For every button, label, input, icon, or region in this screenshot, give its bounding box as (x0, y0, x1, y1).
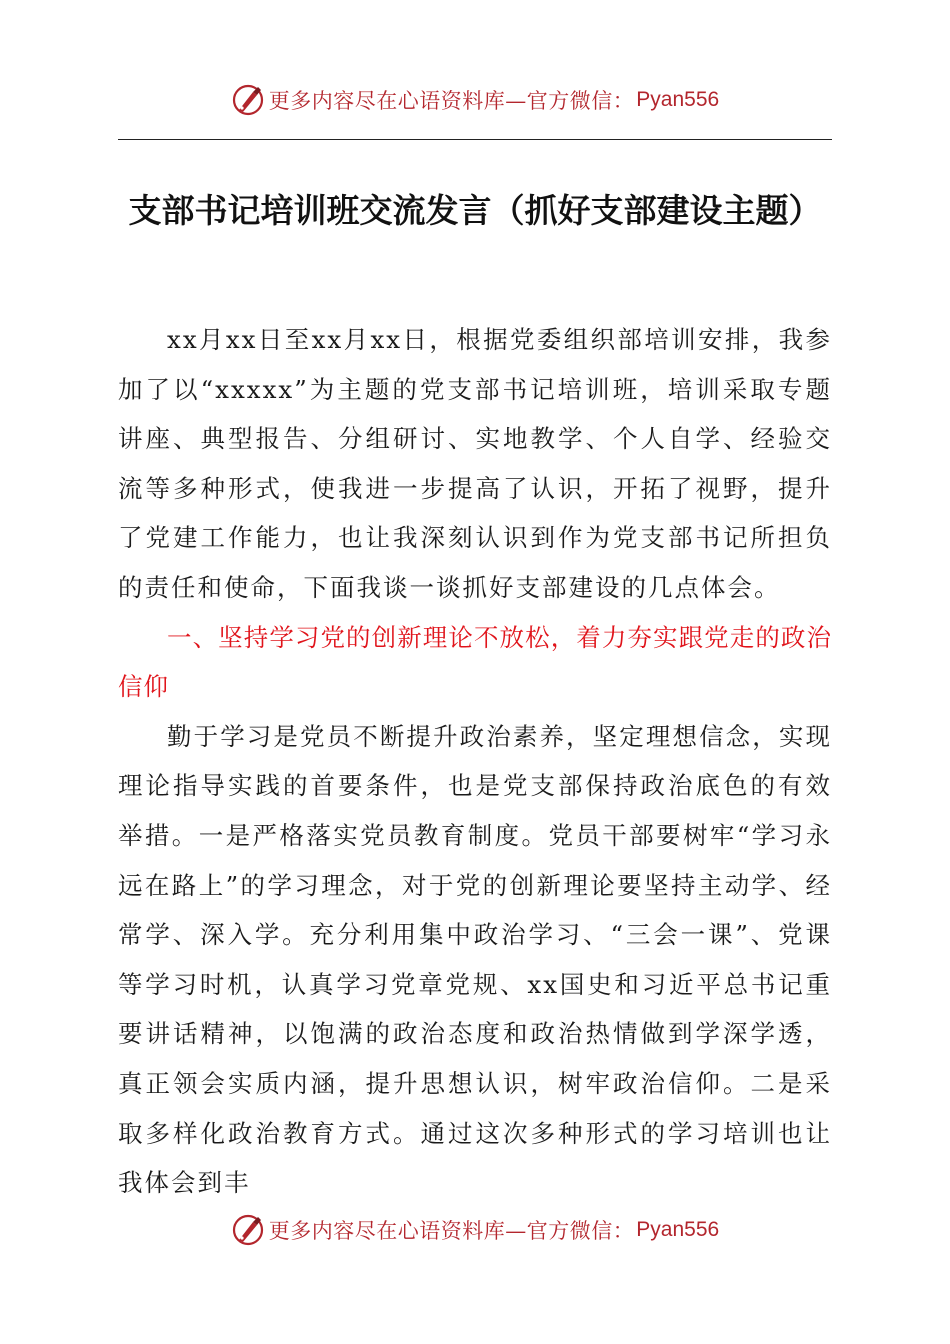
wechat-id: Pyan556 (636, 1218, 720, 1241)
header-banner (0, 78, 950, 122)
intro-paragraph: xx月xx日至xx月xx日，根据党委组织部培训安排，我参加了以“xxxxx”为主题的党支部书记培训班，培训采取专题讲座、典型报告、分组研讨、实地教学、个人自学、经验交流等多种形式，使我进一步提高了认识，开拓了视野，提升了党建工作能力，也让我深刻认识到作为党支部书记所担负的责任和使命，下面我谈一谈抓好支部建设的几点体会。 (118, 325, 832, 602)
document-title: 支部书记培训班交流发言（抓好支部建设主题） (128, 191, 822, 230)
section-paragraph-1: 勤于学习是党员不断提升政治素养，坚定理想信念，实现理论指导实践的首要条件，也是党支部保持政治底色的有效举措。一是严格落实党员教育制度。党员干部要树牢“学习永远在路上”的学习理念，对于党的创新理论要坚持主动学、经常学、深入学。充分利用集中政治学习、“三会一课”、党课等学习时机，认真学习党章党规、xx国史和习近平总书记重要讲话精神，以饱满的政治态度和政治热情做到学深学透，真正领会实质内涵，提升思想认识，树牢政治信仰。二是采取多样化政治教育方式。通过这次多种形式的学习培训也让我体会到丰 (118, 721, 832, 1198)
document-body (118, 315, 832, 1208)
wechat-id: Pyan556 (636, 88, 720, 111)
banner-text: 更多内容尽在心语资料库—官方微信： (268, 1219, 635, 1243)
pen-nib-seal-icon (231, 1213, 265, 1247)
section-heading-1: 一、坚持学习党的创新理论不放松，着力夯实跟党走的政治信仰 (118, 622, 832, 702)
banner-text: 更多内容尽在心语资料库—官方微信： (268, 89, 635, 113)
pen-nib-seal-icon (231, 83, 265, 117)
header-divider (118, 139, 832, 140)
footer-banner (0, 1208, 950, 1252)
